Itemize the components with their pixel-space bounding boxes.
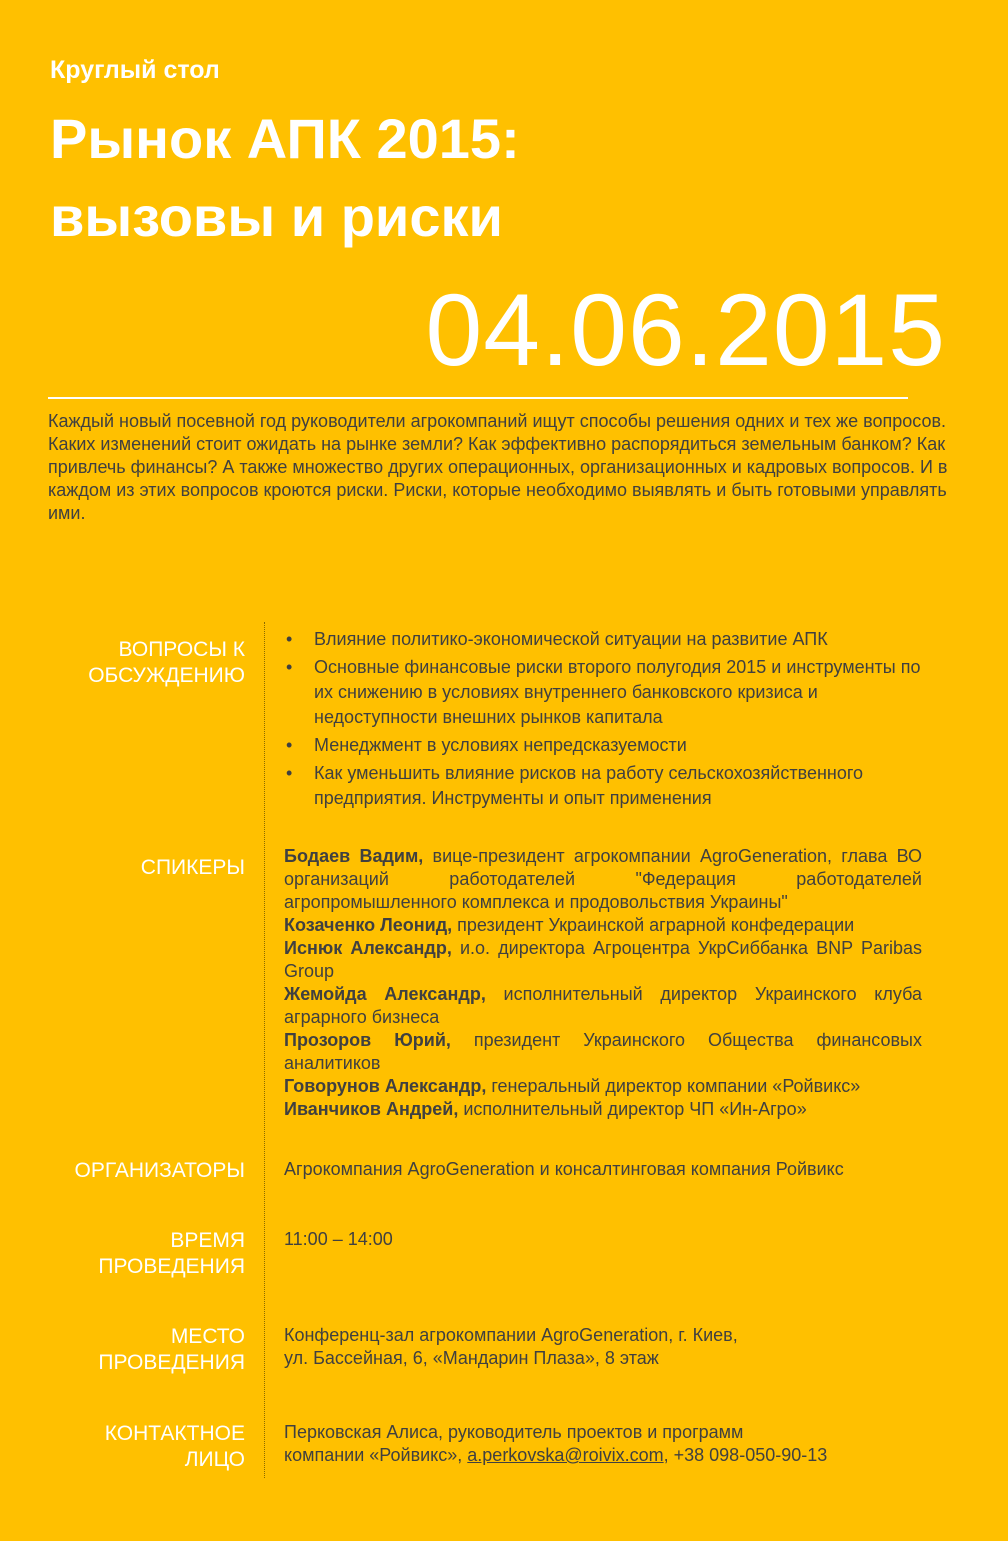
intro-paragraph: Каждый новый посевной год руководители агрокомпаний ищут способы решения одних и тех же вопросов. Каких изменений стоит ожидать на рынке земли? Как эффективно распорядиться земельным банком? Как привлечь финансы? А также множество других операционных, организационных и кадровых вопросов. И в каждом из этих вопросов кроются риски. Риски, которые необходимо выявлять и быть готовыми управлять ими. [48, 411, 948, 523]
speaker-entry: Жемойда Александр, исполнительный директор Украинского клуба аграрного бизнеса [284, 984, 922, 1027]
place-text: Конференц-зал агрокомпании AgroGeneration, г. Киев, ул. Бассейная, 6, «Мандарин Плаза», 8 этаж [284, 1325, 738, 1368]
contact-text: Перковская Алиса, руководитель проектов и программ компании «Ройвикс», a.perkovska@roivix.com, +38 098-050-90-13 [284, 1422, 828, 1465]
speakers-label: СПИКЕРЫ [140, 856, 245, 879]
speaker-entry: Козаченко Леонид, президент Украинской аграрной конфедерации [284, 915, 855, 935]
list-item: • Менеджмент в условиях непредсказуемости [284, 733, 922, 758]
time-text: 11:00 – 14:00 [284, 1229, 393, 1249]
organizers-label: ОРГАНИЗАТОРЫ [74, 1159, 245, 1182]
section-divider-line [264, 622, 265, 1478]
title-line-1: Рынок АПК 2015: [50, 107, 520, 170]
list-item: • Влияние политико-экономической ситуации на развитие АПК [284, 627, 922, 652]
time-label: ВРЕМЯ ПРОВЕДЕНИЯ [98, 1229, 245, 1278]
speaker-entry: Говорунов Александр, генеральный директор компании «Ройвикс» [284, 1076, 861, 1096]
contact-email-link[interactable]: a.perkovska@roivix.com [467, 1445, 664, 1465]
topics-list [284, 627, 922, 811]
organizers-text: Агрокомпания AgroGeneration и консалтинговая компания Ройвикс [284, 1159, 844, 1179]
list-item: • Основные финансовые риски второго полугодия 2015 и инструменты по их снижению в условиях внутреннего банковского кризиса и недоступности внешних рынков капитала [284, 655, 922, 730]
topics-label: ВОПРОСЫ К ОБСУЖДЕНИЮ [88, 638, 245, 687]
topics-content [284, 627, 922, 814]
speaker-entry: Прозоров Юрий, президент Украинского Общества финансовых аналитиков [284, 1030, 922, 1073]
place-label: МЕСТО ПРОВЕДЕНИЯ [98, 1325, 245, 1374]
contact-label: КОНТАКТНОЕ ЛИЦО [104, 1422, 245, 1471]
event-type: Круглый стол [50, 56, 220, 84]
list-item: • Как уменьшить влияние рисков на работу сельскохозяйственного предприятия. Инструменты и опыт применения [284, 761, 922, 811]
speaker-entry: Иснюк Александр, и.о. директора Агроцентра УкрСиббанка BNP Paribas Group [284, 938, 922, 981]
divider [48, 397, 908, 399]
speakers-content [284, 845, 922, 1121]
speaker-entry: Бодаев Вадим, вице-президент агрокомпании AgroGeneration, глава ВО организаций работодателей "Федерация работодателей агропромышленного комплекса и продовольствия Украины" [284, 846, 923, 912]
speaker-entry: Иванчиков Андрей, исполнительный директор ЧП «Ин-Агро» [284, 1099, 807, 1119]
title-line-2: вызовы и риски [50, 185, 503, 248]
event-date: 04.06.2015 [425, 273, 946, 387]
page-title [50, 100, 520, 256]
